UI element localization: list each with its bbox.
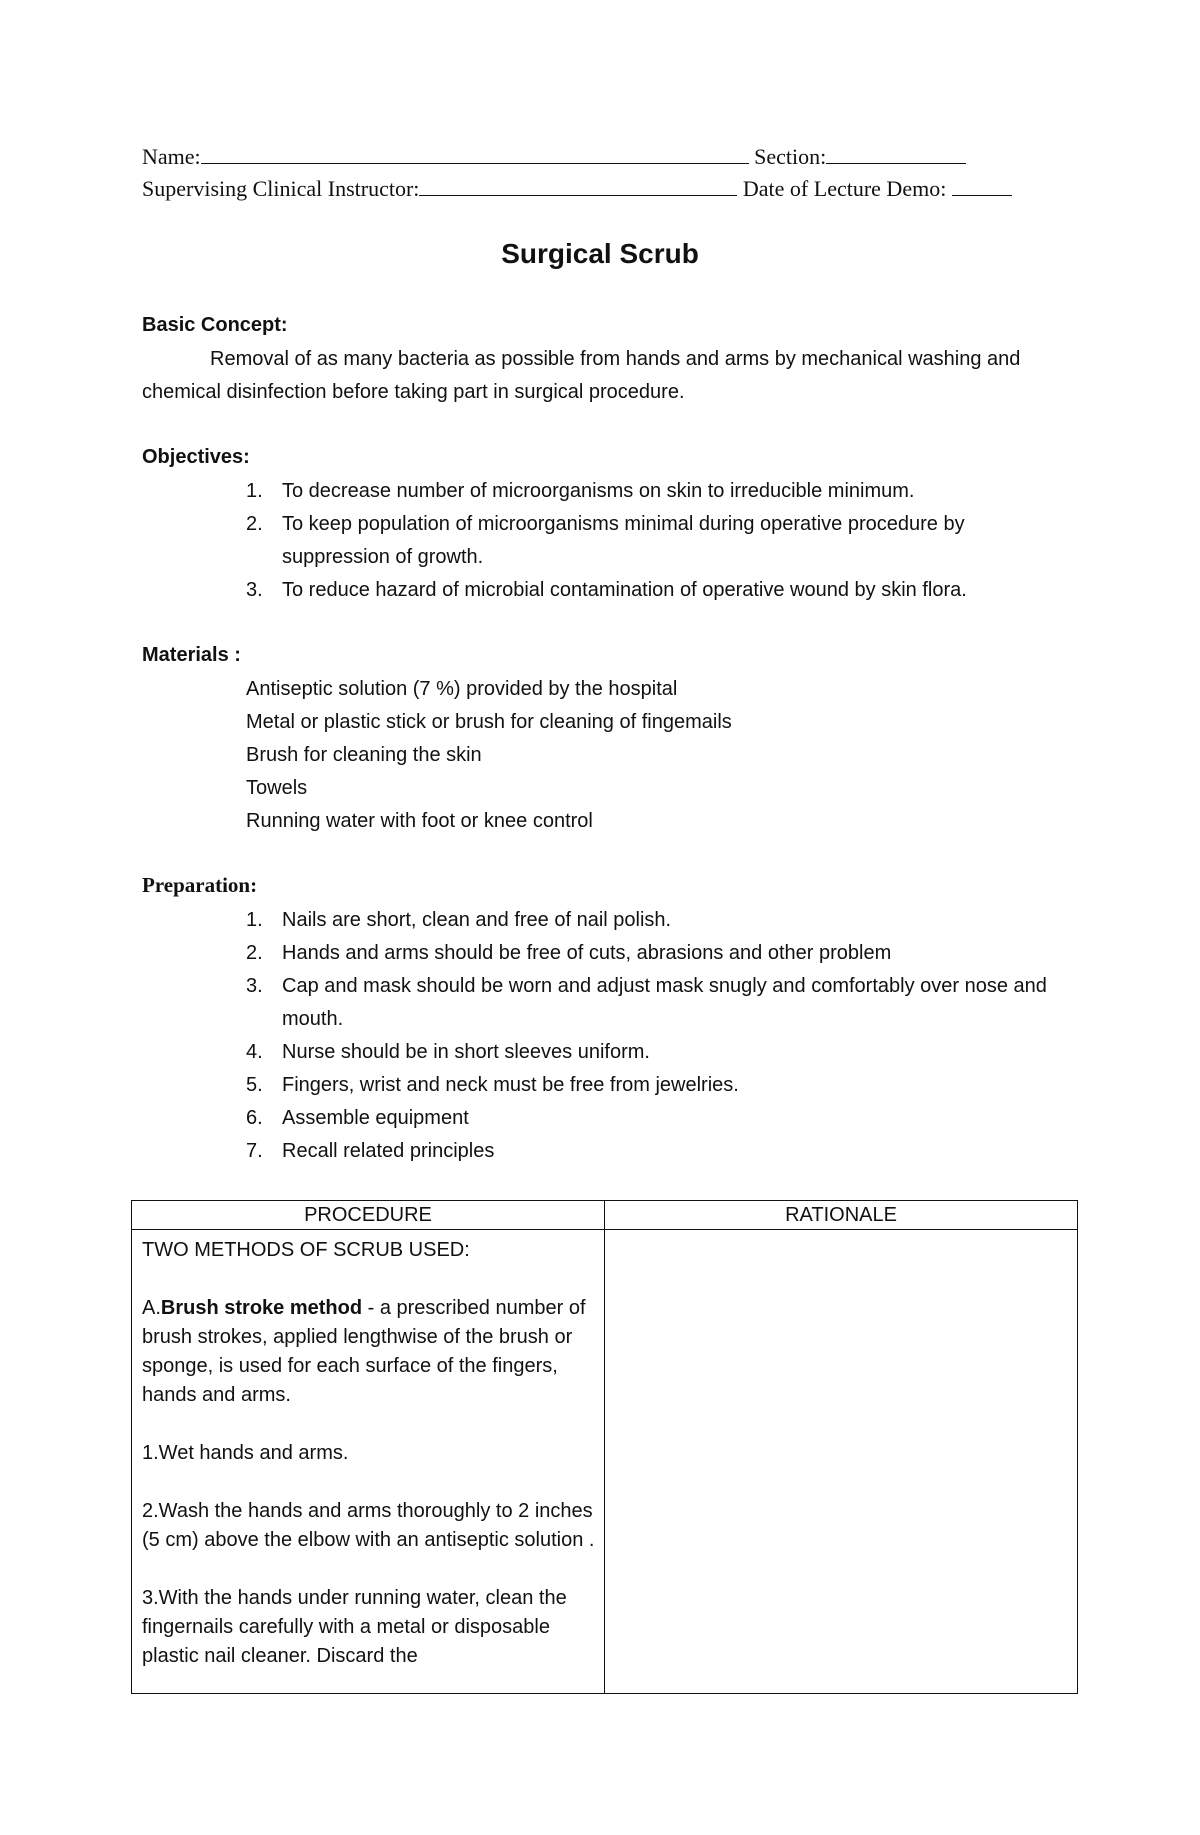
item-text: Hands and arms should be free of cuts, abrasions and other problem	[282, 942, 892, 964]
list-item	[246, 1069, 1076, 1102]
list-item	[246, 475, 1076, 508]
item-text: To reduce hazard of microbial contamination of operative wound by skin flora.	[282, 579, 967, 601]
item-number: 4.	[246, 1041, 263, 1063]
method-a-title: Brush stroke method	[160, 1297, 363, 1319]
step-2: 2.Wash the hands and arms thoroughly to 2 inches (5 cm) above the elbow with an antiseptic solution .	[142, 1500, 595, 1551]
list-item: Running water with foot or knee control	[246, 810, 593, 832]
list-item	[246, 937, 1076, 970]
objectives-list	[246, 475, 1076, 607]
item-number: 2.	[246, 513, 263, 535]
list-item: Metal or plastic stick or brush for cleaning of fingemails	[246, 711, 732, 733]
objectives-heading: Objectives:	[142, 446, 250, 468]
item-number: 3.	[246, 975, 263, 997]
instructor-blank	[419, 177, 737, 196]
item-text: Nails are short, clean and free of nail polish.	[282, 909, 672, 931]
basic-concept-heading: Basic Concept:	[142, 314, 288, 336]
section-label: Section:	[754, 144, 827, 169]
method-a-text: - a prescribed number of brush strokes, applied lengthwise of the brush or sponge, is used for each surface of the fingers, hands and arms.	[142, 1297, 586, 1406]
list-item: Towels	[246, 777, 308, 799]
item-text: Recall related principles	[282, 1140, 495, 1162]
basic-concept-paragraph	[142, 343, 1062, 409]
procedure-cell	[132, 1230, 605, 1694]
instructor-date-line	[142, 176, 1012, 202]
preparation-heading: Preparation:	[142, 873, 258, 897]
item-number: 2.	[246, 942, 263, 964]
item-text: Assemble equipment	[282, 1107, 469, 1129]
step-3: 3.With the hands under running water, clean the fingernails carefully with a metal or disposable plastic nail cleaner. Discard the	[142, 1587, 567, 1667]
item-text: Nurse should be in short sleeves uniform.	[282, 1041, 650, 1063]
date-blank	[952, 177, 1012, 196]
methods-heading: TWO METHODS OF SCRUB USED:	[142, 1239, 470, 1261]
item-number: 1.	[246, 909, 263, 931]
item-number: 6.	[246, 1107, 263, 1129]
item-number: 3.	[246, 579, 263, 601]
item-number: 5.	[246, 1074, 263, 1096]
table-header-row	[132, 1201, 1078, 1230]
procedure-table	[131, 1200, 1078, 1694]
name-section-line	[142, 144, 966, 170]
name-blank	[201, 145, 749, 164]
item-number: 7.	[246, 1140, 263, 1162]
materials-heading: Materials :	[142, 644, 241, 666]
list-item	[246, 1036, 1076, 1069]
date-label: Date of Lecture Demo:	[742, 176, 947, 201]
list-item	[246, 574, 1076, 607]
item-text: Fingers, wrist and neck must be free from jewelries.	[282, 1074, 739, 1096]
list-item	[246, 1135, 1076, 1168]
materials-list	[246, 673, 732, 838]
list-item	[246, 904, 1076, 937]
list-item	[246, 970, 1076, 1036]
name-label: Name:	[142, 144, 201, 169]
item-number: 1.	[246, 480, 263, 502]
rationale-column-header: RATIONALE	[605, 1201, 1078, 1230]
list-item	[246, 1102, 1076, 1135]
rationale-cell	[605, 1230, 1078, 1694]
list-item: Antiseptic solution (7 %) provided by the hospital	[246, 678, 678, 700]
procedure-column-header: PROCEDURE	[132, 1201, 605, 1230]
item-text: To keep population of microorganisms minimal during operative procedure by suppression of growth.	[282, 513, 965, 568]
item-text: Cap and mask should be worn and adjust mask snugly and comfortably over nose and mouth.	[282, 975, 1047, 1030]
step-1: 1.Wet hands and arms.	[142, 1442, 349, 1464]
method-a	[142, 1294, 596, 1410]
method-a-prefix: A.	[142, 1297, 161, 1319]
section-blank	[826, 145, 966, 164]
instructor-label: Supervising Clinical Instructor:	[142, 176, 420, 201]
list-item	[246, 508, 1076, 574]
table-row	[132, 1230, 1078, 1694]
page-title: Surgical Scrub	[501, 238, 699, 269]
list-item: Brush for cleaning the skin	[246, 744, 482, 766]
basic-concept-text: Removal of as many bacteria as possible from hands and arms by mechanical washing and chemical disinfection before taking part in surgical procedure.	[142, 348, 1021, 403]
item-text: To decrease number of microorganisms on skin to irreducible minimum.	[282, 480, 915, 502]
preparation-list	[246, 904, 1076, 1168]
